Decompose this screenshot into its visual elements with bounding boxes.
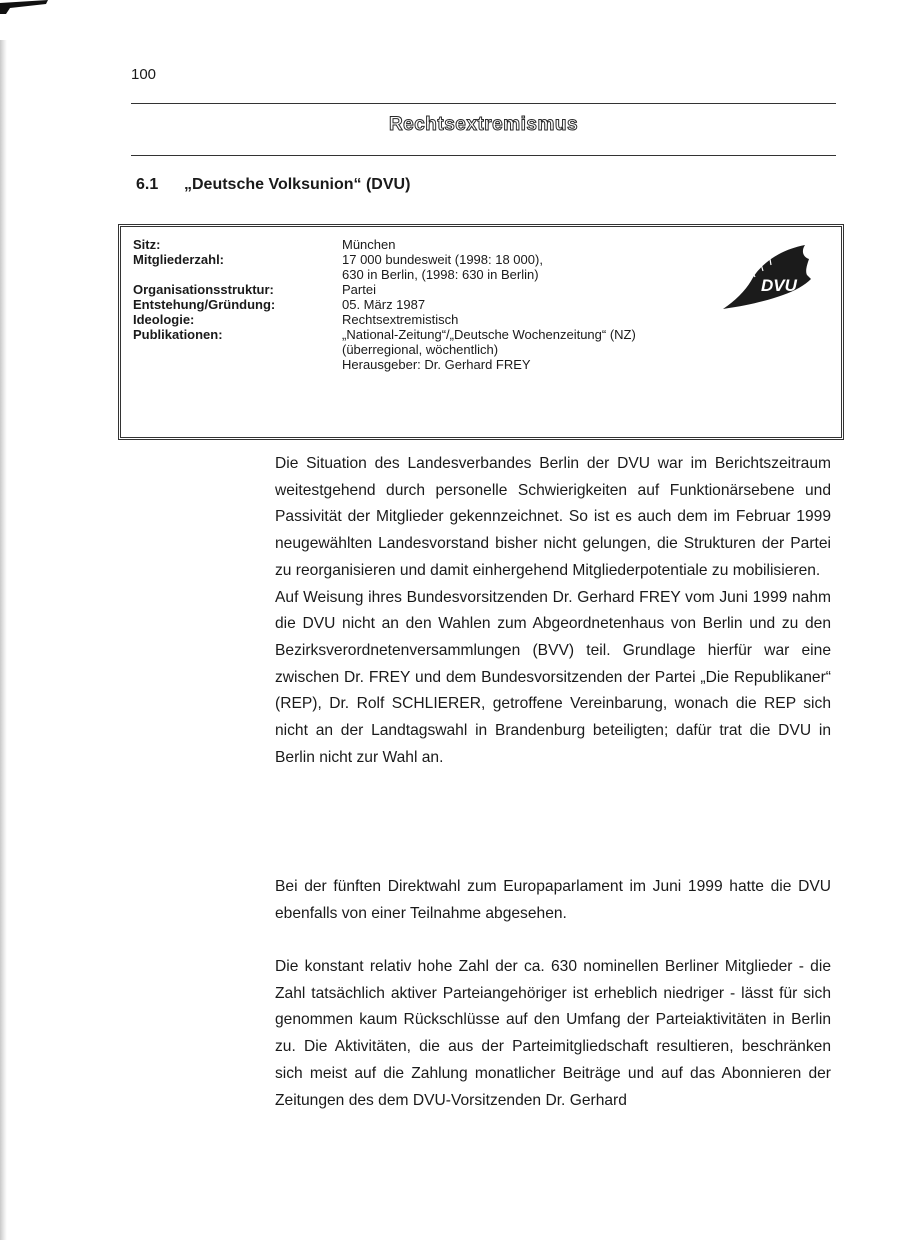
fact-value: 17 000 bundesweit (1998: 18 000), <box>342 252 543 267</box>
fact-label: Sitz: <box>133 237 161 252</box>
fact-label: Mitgliederzahl: <box>133 252 225 267</box>
scan-corner-mark <box>0 0 48 14</box>
paragraph: Die konstant relativ hohe Zahl der ca. 630 nominellen Berliner Mitglieder - die Zahl tatsächlich aktiver Parteiangehöriger ist erheblich niedriger - lässt für sich genommen kaum Rückschlüsse auf den Umfang der Parteiaktivitäten in Berlin zu. Die Aktivitäten, die aus der Parteimitgliedschaft resultieren, beschränken sich meist auf die Zahlung monatlicher Beiträge und auf das Abonnieren der Zeitungen des dem DVU-Vorsitzenden Dr. Gerhard <box>275 958 831 1109</box>
fact-label: Organisationsstruktur: <box>133 282 274 297</box>
header-rule-top <box>131 103 836 104</box>
fact-label: Entstehung/Gründung: <box>133 297 276 312</box>
chapter-title: „Deutsche Volksunion“ (DVU) <box>184 176 411 193</box>
fact-value: Rechtsextremistisch <box>342 312 459 327</box>
paragraph: Bei der fünften Direktwahl zum Europaparlament im Juni 1999 hatte die DVU ebenfalls von einer Teilnahme abgesehen. <box>275 878 831 922</box>
fact-value: (überregional, wöchentlich) <box>342 342 499 357</box>
fact-value: 05. März 1987 <box>342 297 426 312</box>
fact-label: Ideologie: <box>133 312 195 327</box>
header-rule-bottom <box>131 155 836 156</box>
chapter-heading <box>136 176 410 194</box>
fact-box <box>118 224 844 440</box>
fact-value: München <box>342 237 396 252</box>
body-paragraph-3 <box>275 954 831 1114</box>
fact-label: Publikationen: <box>133 327 223 342</box>
body-paragraph-1 <box>275 451 831 771</box>
scan-edge-shadow <box>0 40 7 1240</box>
fact-value: 630 in Berlin, (1998: 630 in Berlin) <box>342 267 539 282</box>
fact-value: Herausgeber: Dr. Gerhard FREY <box>342 357 531 372</box>
paragraph: Auf Weisung ihres Bundesvorsitzenden Dr. Gerhard FREY vom Juni 1999 nahm die DVU nicht an den Wahlen zum Abgeordnetenhaus von Berlin und zu den Bezirksverordnetenversammlungen (BVV) teil. Grundlage hierfür war eine zwischen Dr. FREY und dem Bundesvorsitzenden der Partei „Die Republikaner“ (REP), Dr. Rolf SCHLIERER, getroffene Vereinbarung, wonach die REP sich nicht an der Landtagswahl in Brandenburg beteiligten; dafür trat die DVU in Berlin nicht zur Wahl an. <box>275 588 831 766</box>
paragraph: Die Situation des Landesverbandes Berlin der DVU war im Berichtszeitraum weitestgehend durch personelle Schwierigkeiten auf Funktionärsebene und Passivität der Mitglieder gekennzeichnet. So ist es auch dem im Februar 1999 neugewählten Landesvorstand bisher nicht gelungen, die Strukturen der Partei zu reorganisieren und damit einhergehend Mitgliederpotentiale zu mobilisieren. <box>275 455 831 579</box>
fact-value: Partei <box>342 282 376 297</box>
section-title: Rechtsextremismus <box>388 114 579 135</box>
chapter-number: 6.1 <box>136 176 159 193</box>
fact-value: „National-Zeitung“/„Deutsche Wochenzeitung“ (NZ) <box>342 327 636 342</box>
page-number: 100 <box>131 66 157 83</box>
body-paragraph-2 <box>275 874 831 927</box>
dvu-eagle-logo <box>721 245 813 311</box>
svg-text:DVU: DVU <box>761 276 797 295</box>
